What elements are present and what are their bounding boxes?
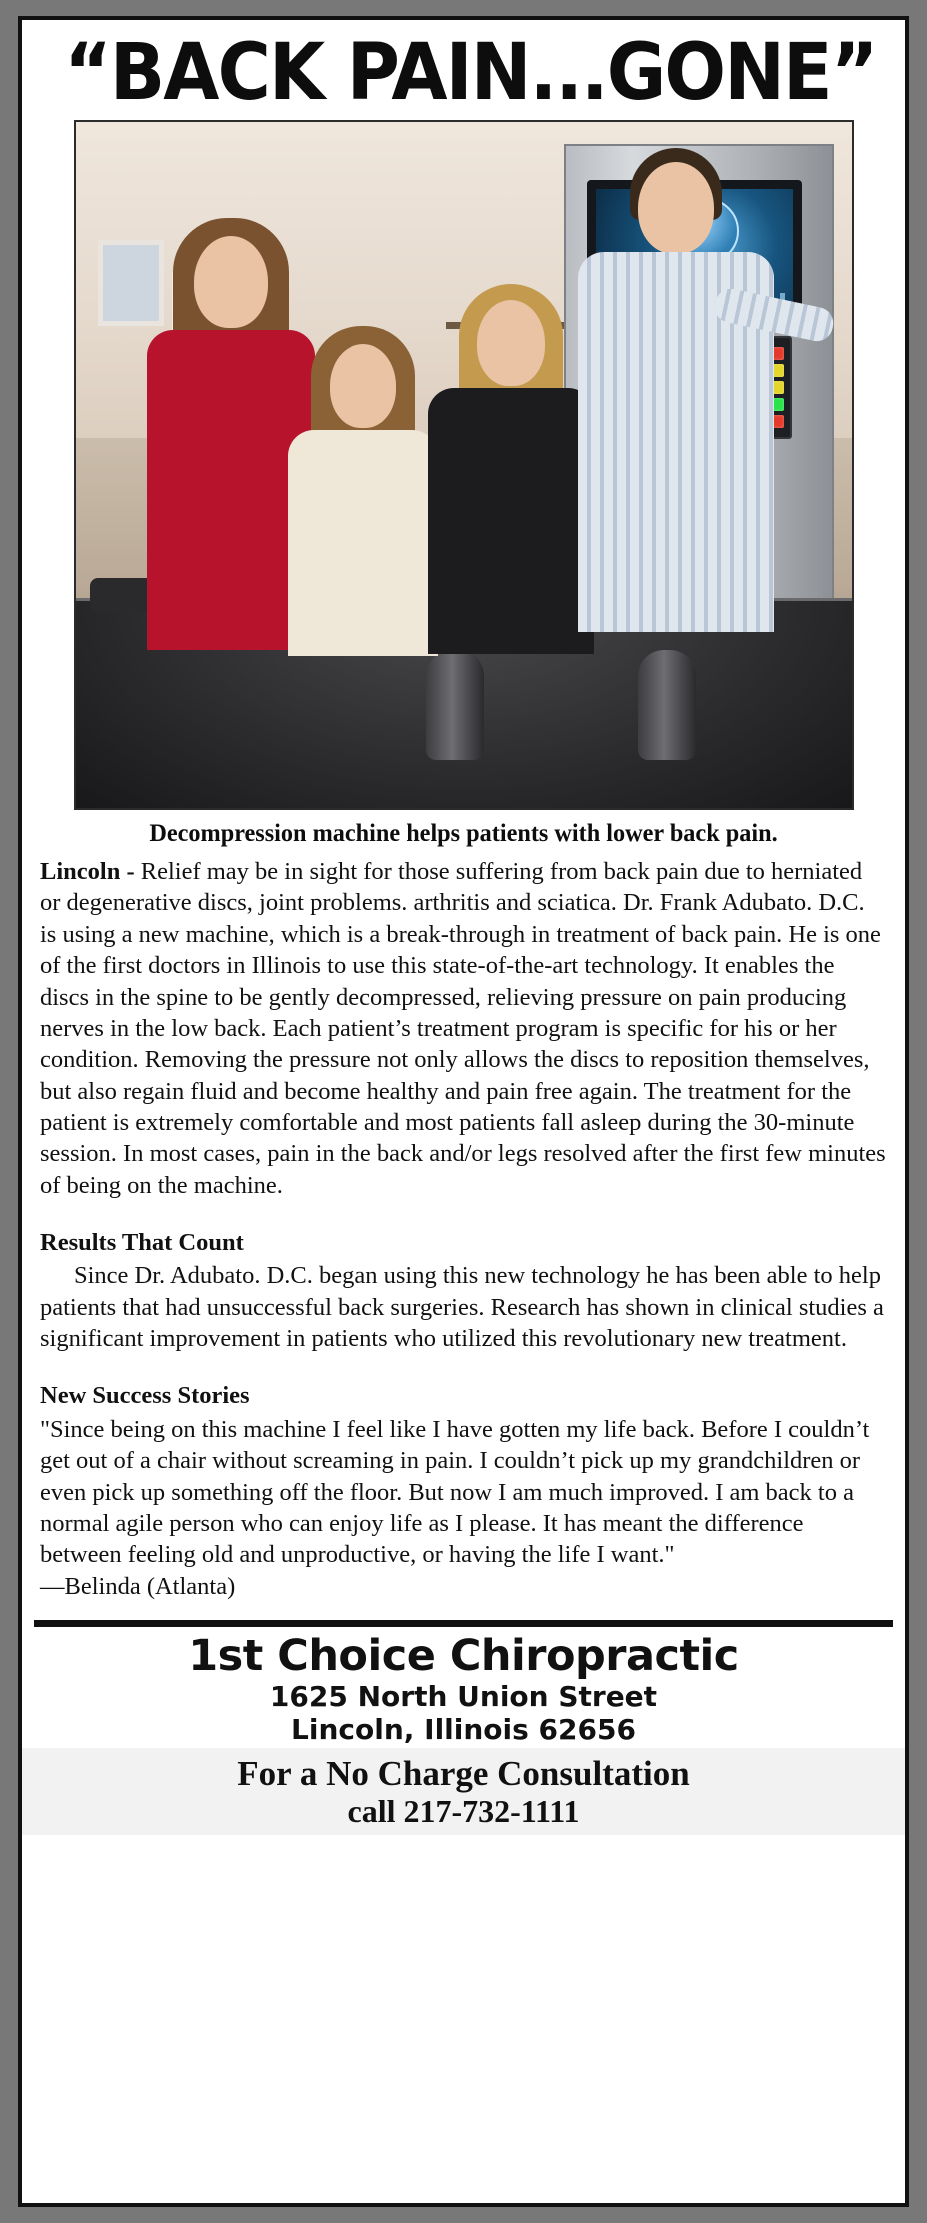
dateline: Lincoln - [40, 858, 141, 886]
table-bolster [426, 650, 484, 760]
page-title: “BACK PAIN...GONE” [64, 28, 877, 118]
face [194, 236, 268, 328]
offer-text: For a No Charge Consultation [237, 1754, 690, 1794]
torso [428, 388, 594, 654]
footer-offer-band [22, 1748, 905, 1834]
article-paragraph-1 [40, 856, 887, 1201]
torso [288, 430, 438, 656]
clinic-address-line-2: Lincoln, Illinois 62656 [291, 1713, 636, 1747]
person-doctor [576, 148, 776, 618]
section-body-results: Since Dr. Adubato. D.C. began using this new technology he has been able to help patients that had unsuccessful back surgeries. Research has shown in clinical studies a significant improvement in patients who utilized this revolutionary new treatment. [40, 1262, 884, 1353]
article-body [34, 856, 893, 1602]
section-heading-success: New Success Stories [40, 1382, 250, 1410]
testimonial-attribution: —Belinda (Atlanta) [40, 1572, 236, 1600]
section-heading-results: Results That Count [40, 1229, 244, 1257]
photo-caption: Decompression machine helps patients with lower back pain. [149, 820, 778, 848]
advertiser-footer [34, 1620, 893, 1835]
phone-number[interactable]: call 217-732-1111 [347, 1792, 580, 1829]
decompression-machine-photo [74, 120, 854, 810]
clinic-name: 1st Choice Chiropractic [188, 1631, 739, 1681]
person-staff-2 [288, 268, 438, 638]
table-bolster [638, 650, 696, 760]
clinic-address-line-1: 1625 North Union Street [269, 1680, 658, 1714]
section-body-success: "Since being on this machine I feel like I have gotten my life back. Before I couldn’t get out of a chair without screaming in pain. I couldn’t pick up my grandchildren or even pick up something off the floor. But now I am much improved. I am back to a normal agile person who can enjoy life as I please. It has meant the difference between feeling old and unproductive, or having the life I want." [40, 1415, 870, 1569]
face [638, 162, 714, 254]
paragraph-1-text: Relief may be in sight for those suffering from back pain due to herniated or degenerative discs, joint problems. arthritis and sciatica. Dr. Frank Adubato. D.C. is using a new machine, which is a break-through in treatment of back pain. He is one of the first doctors in Illinois to use this state-of-the-art technology. It enables the discs in the spine to be gently decompressed, relieving pressure on pain producing nerves in the low back. Each patient’s treatment program is specific for his or her condition. Removing the pressure not only allows the discs to reposition themselves, but also regain fluid and become healthy and pain free again. The treatment for the patient is extremely comfortable and most patients fall asleep during the 30-minute session. In most cases, pain in the back and/or legs resolved after the first few minutes of being on the machine. [40, 858, 886, 1199]
advertisement [18, 16, 909, 2207]
person-staff-3 [428, 248, 594, 638]
face [477, 300, 545, 386]
face [330, 344, 396, 428]
